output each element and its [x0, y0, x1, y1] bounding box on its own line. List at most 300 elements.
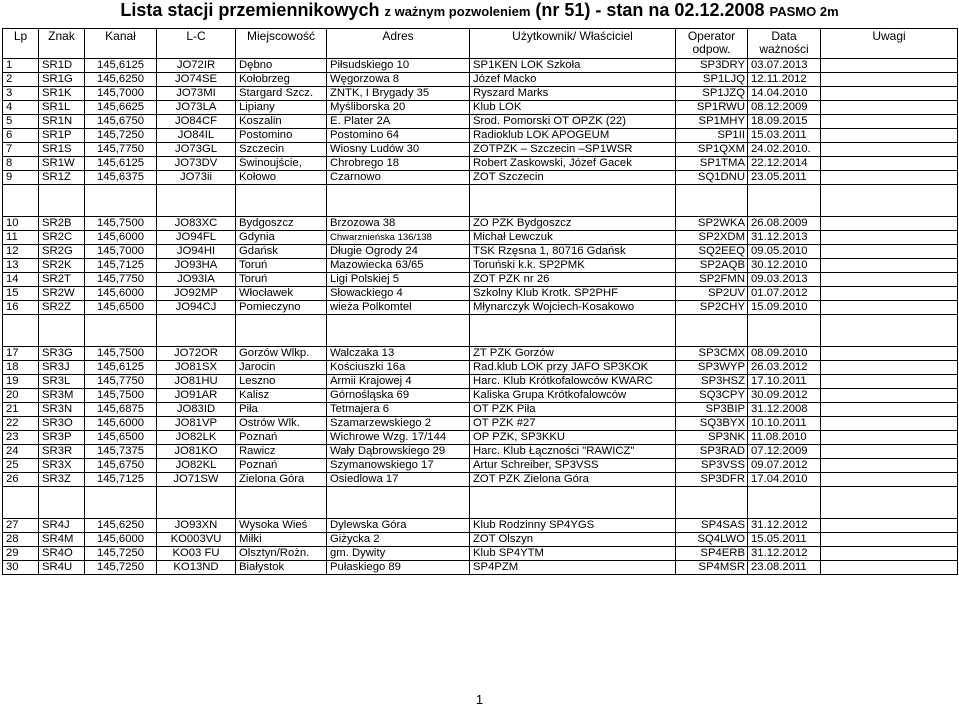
cell-operator: SQ3CPY — [676, 389, 748, 403]
cell-miejscowosc: Białystok — [236, 561, 327, 575]
table-row — [3, 561, 958, 575]
cell-operator: SP3BIP — [676, 403, 748, 417]
cell-miejscowosc: Kalisz — [236, 389, 327, 403]
cell-uwagi — [821, 259, 958, 273]
cell-miejscowosc: Ostrów Wlk. — [236, 417, 327, 431]
cell-kanal: 145,7250 — [85, 547, 157, 561]
cell-data: 31.12.2012 — [748, 547, 821, 561]
cell-lp: 15 — [3, 287, 39, 301]
cell-znak: SR2K — [39, 259, 85, 273]
cell-lp: 4 — [3, 101, 39, 115]
table-header-row — [3, 29, 958, 59]
table-row — [3, 301, 958, 315]
cell-uzytkownik: Kaliska Grupa Krótkofalowców — [470, 389, 676, 403]
table-row — [3, 273, 958, 287]
cell-uwagi — [821, 389, 958, 403]
cell-kanal: 145,7500 — [85, 389, 157, 403]
empty-cell — [470, 185, 676, 217]
empty-cell — [3, 487, 39, 519]
cell-adres: ZNTK, I Brygady 35 — [327, 87, 470, 101]
cell-operator: SP2AQB — [676, 259, 748, 273]
cell-miejscowosc: Włocławek — [236, 287, 327, 301]
cell-znak: SR1P — [39, 129, 85, 143]
cell-data: 17.10.2011 — [748, 375, 821, 389]
cell-lc: JO73DV — [157, 157, 236, 171]
cell-znak: SR3J — [39, 361, 85, 375]
cell-miejscowosc: Jarocin — [236, 361, 327, 375]
cell-adres: Chrobrego 18 — [327, 157, 470, 171]
table-row — [3, 519, 958, 533]
table-row — [3, 473, 958, 487]
cell-uwagi — [821, 157, 958, 171]
table-row — [3, 59, 958, 73]
cell-miejscowosc: Lipiany — [236, 101, 327, 115]
cell-miejscowosc: Dębno — [236, 59, 327, 73]
cell-uzytkownik: SP1KEN LOK Szkoła — [470, 59, 676, 73]
cell-lp: 9 — [3, 171, 39, 185]
cell-miejscowosc: Rawicz — [236, 445, 327, 459]
cell-adres: Górnośląska 69 — [327, 389, 470, 403]
cell-data: 31.12.2012 — [748, 519, 821, 533]
empty-cell — [821, 315, 958, 347]
cell-lc: JO81SX — [157, 361, 236, 375]
table-row — [3, 129, 958, 143]
cell-lc: JO72OR — [157, 347, 236, 361]
cell-miejscowosc: Leszno — [236, 375, 327, 389]
cell-uwagi — [821, 445, 958, 459]
header-uwagi: Uwagi — [821, 29, 958, 59]
cell-kanal: 145,7750 — [85, 375, 157, 389]
cell-uzytkownik: Klub LOK — [470, 101, 676, 115]
cell-uwagi — [821, 361, 958, 375]
cell-kanal: 145,7250 — [85, 129, 157, 143]
cell-operator: SP2WKA — [676, 217, 748, 231]
cell-znak: SR3M — [39, 389, 85, 403]
cell-operator: SP3CMX — [676, 347, 748, 361]
cell-adres: Chwarznieńska 136/138 — [327, 231, 470, 245]
cell-operator: SP3DFR — [676, 473, 748, 487]
cell-uwagi — [821, 143, 958, 157]
cell-miejscowosc: Poznań — [236, 459, 327, 473]
cell-uwagi — [821, 403, 958, 417]
cell-adres: Węgorzowa 8 — [327, 73, 470, 87]
header-uzytkownik: Użytkownik/ Właściciel — [470, 29, 676, 59]
table-row — [3, 287, 958, 301]
empty-cell — [327, 185, 470, 217]
cell-lc: JO93IA — [157, 273, 236, 287]
empty-cell — [748, 185, 821, 217]
cell-uzytkownik: ZO PZK Bydgoszcz — [470, 217, 676, 231]
cell-adres: Słowackiego 4 — [327, 287, 470, 301]
cell-uwagi — [821, 431, 958, 445]
cell-lp: 1 — [3, 59, 39, 73]
cell-lc: JO71SW — [157, 473, 236, 487]
cell-znak: SR2Z — [39, 301, 85, 315]
empty-cell — [157, 185, 236, 217]
cell-data: 23.05.2011 — [748, 171, 821, 185]
cell-miejscowosc: Bydgoszcz — [236, 217, 327, 231]
empty-cell — [327, 315, 470, 347]
empty-cell — [470, 487, 676, 519]
table-row — [3, 445, 958, 459]
cell-znak: SR3O — [39, 417, 85, 431]
cell-miejscowosc: Stargard Szcz. — [236, 87, 327, 101]
cell-operator: SQ2EEQ — [676, 245, 748, 259]
header-operator: Operator odpow. — [676, 29, 748, 59]
cell-data: 08.09.2010 — [748, 347, 821, 361]
cell-data: 30.09.2012 — [748, 389, 821, 403]
cell-adres: Mazowiecka 63/65 — [327, 259, 470, 273]
cell-uwagi — [821, 59, 958, 73]
cell-znak: SR1K — [39, 87, 85, 101]
cell-znak: SR3N — [39, 403, 85, 417]
empty-cell — [676, 487, 748, 519]
cell-lc: JO94CJ — [157, 301, 236, 315]
cell-data: 26.08.2009 — [748, 217, 821, 231]
cell-znak: SR3L — [39, 375, 85, 389]
cell-miejscowosc: Olsztyn/Rożn. — [236, 547, 327, 561]
cell-kanal: 145,6750 — [85, 459, 157, 473]
cell-data: 15.09.2010 — [748, 301, 821, 315]
table-row — [3, 157, 958, 171]
table-spacer-row — [3, 185, 958, 217]
cell-lc: JO82KL — [157, 459, 236, 473]
cell-znak: SR2B — [39, 217, 85, 231]
cell-lc: JO81HU — [157, 375, 236, 389]
cell-adres: Czarnowo — [327, 171, 470, 185]
title-part2: z ważnym pozwoleniem — [384, 4, 531, 19]
cell-uzytkownik: Klub SP4YTM — [470, 547, 676, 561]
cell-lp: 22 — [3, 417, 39, 431]
table-spacer-row — [3, 487, 958, 519]
cell-data: 09.07.2012 — [748, 459, 821, 473]
cell-adres: Szamarzewskiego 2 — [327, 417, 470, 431]
cell-operator: SP4ERB — [676, 547, 748, 561]
empty-cell — [236, 487, 327, 519]
cell-znak: SR2G — [39, 245, 85, 259]
cell-miejscowosc: Toruń — [236, 273, 327, 287]
cell-uwagi — [821, 547, 958, 561]
cell-operator: SP4MSR — [676, 561, 748, 575]
cell-uwagi — [821, 561, 958, 575]
cell-lp: 13 — [3, 259, 39, 273]
cell-lp: 26 — [3, 473, 39, 487]
cell-adres: Wały Dąbrowskiego 29 — [327, 445, 470, 459]
cell-miejscowosc: Szczecin — [236, 143, 327, 157]
cell-kanal: 145,6375 — [85, 171, 157, 185]
empty-cell — [748, 315, 821, 347]
cell-data: 17.04.2010 — [748, 473, 821, 487]
cell-kanal: 145,6125 — [85, 59, 157, 73]
repeater-table — [2, 28, 958, 575]
table-row — [3, 101, 958, 115]
cell-uwagi — [821, 115, 958, 129]
table-row — [3, 389, 958, 403]
cell-data: 10.10.2011 — [748, 417, 821, 431]
cell-data: 11.08.2010 — [748, 431, 821, 445]
cell-uzytkownik: OT PZK Piła — [470, 403, 676, 417]
cell-uwagi — [821, 287, 958, 301]
table-row — [3, 245, 958, 259]
cell-kanal: 145,7500 — [85, 217, 157, 231]
header-lp: Lp — [3, 29, 39, 59]
cell-uwagi — [821, 171, 958, 185]
cell-lc: KO003VU — [157, 533, 236, 547]
cell-adres: Giżycka 2 — [327, 533, 470, 547]
cell-operator: SP2XDM — [676, 231, 748, 245]
cell-data: 08.12.2009 — [748, 101, 821, 115]
cell-miejscowosc: Gorzów Wlkp. — [236, 347, 327, 361]
cell-data: 18.09.2015 — [748, 115, 821, 129]
cell-uzytkownik: ZOT Szczecin — [470, 171, 676, 185]
cell-operator: SP1II — [676, 129, 748, 143]
cell-adres: Pułaskiego 89 — [327, 561, 470, 575]
cell-lp: 2 — [3, 73, 39, 87]
cell-lp: 18 — [3, 361, 39, 375]
title-part1: Lista stacji przemiennikowych — [120, 0, 385, 20]
header-kanal: Kanał — [85, 29, 157, 59]
cell-lc: JO93HA — [157, 259, 236, 273]
cell-data: 24.02.2010. — [748, 143, 821, 157]
cell-znak: SR4J — [39, 519, 85, 533]
table-row — [3, 361, 958, 375]
table-row — [3, 217, 958, 231]
cell-miejscowosc: Wysoka Wieś — [236, 519, 327, 533]
cell-miejscowosc: Zielona Góra — [236, 473, 327, 487]
cell-znak: SR1G — [39, 73, 85, 87]
cell-uzytkownik: Harc. Klub Łączności "RAWICZ" — [470, 445, 676, 459]
cell-uwagi — [821, 217, 958, 231]
cell-data: 12.11.2012 — [748, 73, 821, 87]
empty-cell — [3, 185, 39, 217]
cell-miejscowosc: Koszalin — [236, 115, 327, 129]
cell-znak: SR4U — [39, 561, 85, 575]
cell-miejscowosc: Poznań — [236, 431, 327, 445]
empty-cell — [236, 315, 327, 347]
cell-znak: SR4M — [39, 533, 85, 547]
cell-lc: JO92MP — [157, 287, 236, 301]
cell-adres: Szymanowskiego 17 — [327, 459, 470, 473]
cell-adres: Długie Ogrody 24 — [327, 245, 470, 259]
cell-adres: Postomino 64 — [327, 129, 470, 143]
table-row — [3, 115, 958, 129]
cell-lc: JO73ii — [157, 171, 236, 185]
cell-uwagi — [821, 519, 958, 533]
cell-adres: Ligi Polskiej 5 — [327, 273, 470, 287]
cell-lc: KO13ND — [157, 561, 236, 575]
cell-miejscowosc: Kołobrzeg — [236, 73, 327, 87]
cell-uzytkownik: ZOT PZK Zielona Góra — [470, 473, 676, 487]
cell-operator: SP1LJQ — [676, 73, 748, 87]
cell-data: 07.12.2009 — [748, 445, 821, 459]
cell-adres: Wichrowe Wzg. 17/144 — [327, 431, 470, 445]
cell-adres: Dylewska Góra — [327, 519, 470, 533]
cell-data: 22.12.2014 — [748, 157, 821, 171]
cell-lp: 8 — [3, 157, 39, 171]
cell-kanal: 145,7125 — [85, 473, 157, 487]
cell-operator: SP3DRY — [676, 59, 748, 73]
empty-cell — [748, 487, 821, 519]
cell-kanal: 145,7375 — [85, 445, 157, 459]
cell-operator: SP2UV — [676, 287, 748, 301]
cell-kanal: 145,6000 — [85, 287, 157, 301]
cell-data: 31.12.2008 — [748, 403, 821, 417]
cell-uwagi — [821, 101, 958, 115]
cell-znak: SR3X — [39, 459, 85, 473]
cell-lp: 23 — [3, 431, 39, 445]
cell-lp: 20 — [3, 389, 39, 403]
table-row — [3, 431, 958, 445]
cell-operator: SP1JZQ — [676, 87, 748, 101]
cell-uzytkownik: ZOT Olszyn — [470, 533, 676, 547]
cell-adres: Tetmajera 6 — [327, 403, 470, 417]
cell-lc: JO81KO — [157, 445, 236, 459]
cell-uwagi — [821, 459, 958, 473]
cell-lc: JO84IL — [157, 129, 236, 143]
cell-adres: Brzozowa 38 — [327, 217, 470, 231]
cell-znak: SR1N — [39, 115, 85, 129]
cell-lc: JO73MI — [157, 87, 236, 101]
cell-miejscowosc: Miłki — [236, 533, 327, 547]
cell-uzytkownik: OT PZK #27 — [470, 417, 676, 431]
cell-uzytkownik: Artur Schreiber, SP3VSS — [470, 459, 676, 473]
cell-kanal: 145,7250 — [85, 561, 157, 575]
table-row — [3, 459, 958, 473]
cell-operator: SP1RWU — [676, 101, 748, 115]
empty-cell — [85, 315, 157, 347]
cell-lp: 24 — [3, 445, 39, 459]
cell-znak: SR4O — [39, 547, 85, 561]
cell-uzytkownik: Rad.klub LOK przy JAFO SP3KOK — [470, 361, 676, 375]
page-title — [0, 0, 959, 22]
cell-znak: SR3P — [39, 431, 85, 445]
cell-miejscowosc: Toruń — [236, 259, 327, 273]
cell-znak: SR1S — [39, 143, 85, 157]
cell-data: 26.03.2012 — [748, 361, 821, 375]
cell-miejscowosc: Świnoujście, — [236, 157, 327, 171]
cell-lp: 10 — [3, 217, 39, 231]
cell-lp: 3 — [3, 87, 39, 101]
table-row — [3, 375, 958, 389]
cell-lp: 25 — [3, 459, 39, 473]
cell-adres: Armii Krajowej 4 — [327, 375, 470, 389]
cell-uwagi — [821, 473, 958, 487]
cell-adres: Wiosny Ludów 30 — [327, 143, 470, 157]
cell-uwagi — [821, 231, 958, 245]
cell-kanal: 145,6875 — [85, 403, 157, 417]
empty-cell — [676, 315, 748, 347]
cell-uzytkownik: Ryszard Marks — [470, 87, 676, 101]
header-adres: Adres — [327, 29, 470, 59]
cell-lc: JO94FL — [157, 231, 236, 245]
cell-kanal: 145,6000 — [85, 231, 157, 245]
header-znak: Znak — [39, 29, 85, 59]
cell-data: 15.05.2011 — [748, 533, 821, 547]
cell-uzytkownik: Środ. Pomorski OT OPZK (22) — [470, 115, 676, 129]
cell-lp: 12 — [3, 245, 39, 259]
cell-znak: SR2W — [39, 287, 85, 301]
cell-uwagi — [821, 87, 958, 101]
cell-adres: E. Plater 2A — [327, 115, 470, 129]
cell-miejscowosc: Kołowo — [236, 171, 327, 185]
page-number: 1 — [475, 692, 484, 707]
cell-uwagi — [821, 245, 958, 259]
cell-lp: 5 — [3, 115, 39, 129]
cell-kanal: 145,6125 — [85, 361, 157, 375]
empty-cell — [85, 487, 157, 519]
table-row — [3, 533, 958, 547]
cell-znak: SR1W — [39, 157, 85, 171]
cell-operator: SP1TMA — [676, 157, 748, 171]
cell-znak: SR3G — [39, 347, 85, 361]
cell-kanal: 145,6250 — [85, 519, 157, 533]
cell-lp: 28 — [3, 533, 39, 547]
cell-operator: SP2CHY — [676, 301, 748, 315]
empty-cell — [676, 185, 748, 217]
cell-lc: JO81VP — [157, 417, 236, 431]
cell-adres: Kościuszki 16a — [327, 361, 470, 375]
cell-uzytkownik: ZT PZK Gorzów — [470, 347, 676, 361]
cell-adres: Osiedlowa 17 — [327, 473, 470, 487]
cell-data: 03.07.2013 — [748, 59, 821, 73]
cell-miejscowosc: Gdynia — [236, 231, 327, 245]
cell-uwagi — [821, 533, 958, 547]
cell-adres: wieża Polkomtel — [327, 301, 470, 315]
empty-cell — [39, 315, 85, 347]
cell-uzytkownik: Radioklub LOK APOGEUM — [470, 129, 676, 143]
cell-uzytkownik: Michał Lewczuk — [470, 231, 676, 245]
cell-lp: 6 — [3, 129, 39, 143]
cell-znak: SR3R — [39, 445, 85, 459]
cell-uzytkownik: ZOT PZK nr 26 — [470, 273, 676, 287]
cell-lc: JO84CF — [157, 115, 236, 129]
table-row — [3, 87, 958, 101]
cell-uzytkownik: Klub Rodzinny SP4YGS — [470, 519, 676, 533]
cell-adres: Myśliborska 20 — [327, 101, 470, 115]
cell-operator: SP3WYP — [676, 361, 748, 375]
empty-cell — [821, 487, 958, 519]
cell-lc: KO03 FU — [157, 547, 236, 561]
cell-kanal: 145,6250 — [85, 73, 157, 87]
cell-uzytkownik: Młynarczyk Wojciech-Kosakowo — [470, 301, 676, 315]
cell-lp: 29 — [3, 547, 39, 561]
cell-kanal: 145,6750 — [85, 115, 157, 129]
empty-cell — [39, 487, 85, 519]
cell-operator: SP4SAS — [676, 519, 748, 533]
cell-data: 30.12.2010 — [748, 259, 821, 273]
cell-uwagi — [821, 273, 958, 287]
cell-kanal: 145,7000 — [85, 245, 157, 259]
cell-uzytkownik: Robert Zaskowski, Józef Gacek — [470, 157, 676, 171]
cell-lc: JO72IR — [157, 59, 236, 73]
header-lc: L-C — [157, 29, 236, 59]
cell-kanal: 145,6500 — [85, 431, 157, 445]
cell-kanal: 145,7125 — [85, 259, 157, 273]
cell-operator: SP1QXM — [676, 143, 748, 157]
cell-lc: JO94HI — [157, 245, 236, 259]
cell-kanal: 145,6500 — [85, 301, 157, 315]
cell-uwagi — [821, 417, 958, 431]
cell-adres: Piłsudskiego 10 — [327, 59, 470, 73]
cell-lc: JO73LA — [157, 101, 236, 115]
cell-lc: JO74SE — [157, 73, 236, 87]
cell-operator: SP2FMN — [676, 273, 748, 287]
cell-uzytkownik: TSK Rzęsna 1, 80716 Gdańsk — [470, 245, 676, 259]
cell-operator: SQ4LWO — [676, 533, 748, 547]
cell-kanal: 145,6000 — [85, 533, 157, 547]
cell-uzytkownik: Szkolny Klub Krotk. SP2PHF — [470, 287, 676, 301]
cell-data: 15.03.2011 — [748, 129, 821, 143]
